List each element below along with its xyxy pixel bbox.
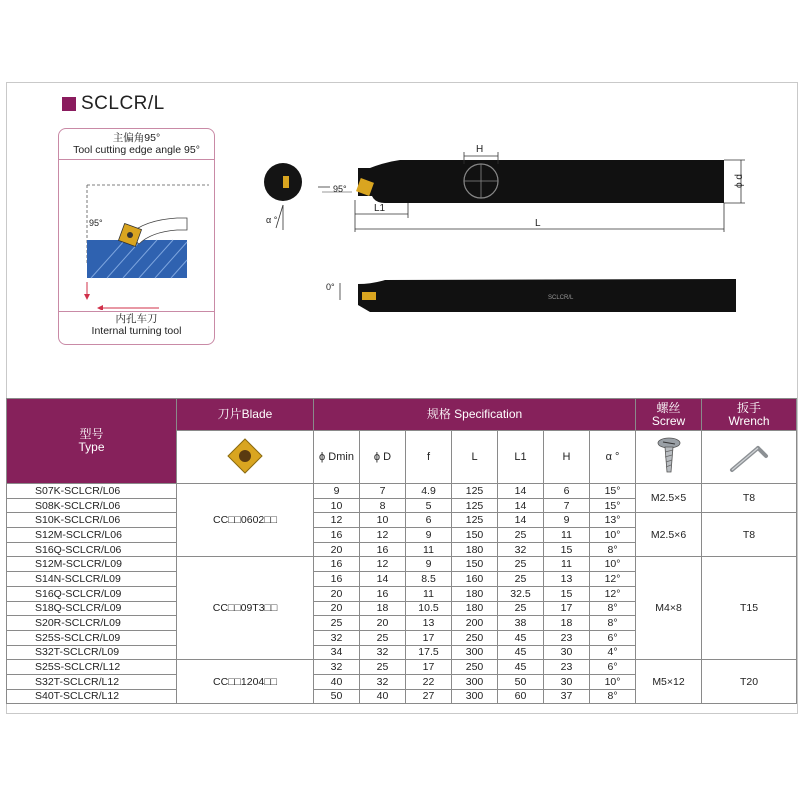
cell-l1: 25 (498, 557, 544, 572)
alpha-label: α ° (266, 215, 278, 225)
h-label: H (476, 144, 484, 155)
blade-insert-icon-cell (177, 431, 314, 484)
spec-table (6, 398, 797, 704)
l-label: L (535, 218, 541, 229)
cell-f: 17.5 (406, 645, 452, 660)
cell-type: S32T-SCLCR/L09 (7, 645, 177, 660)
cell-l1: 45 (498, 660, 544, 675)
cell-a: 6° (590, 630, 636, 645)
cell-f: 4.9 (406, 484, 452, 499)
cell-type: S25S-SCLCR/L12 (7, 660, 177, 675)
col-l: L (452, 431, 498, 484)
cell-a: 15° (590, 498, 636, 513)
cell-dmin: 20 (314, 601, 360, 616)
cell-h: 23 (544, 660, 590, 675)
cell-h: 18 (544, 616, 590, 631)
cell-d: 32 (360, 674, 406, 689)
header-screw-en: Screw (651, 413, 686, 428)
wrench-icon-cell (702, 431, 797, 484)
cell-l1: 38 (498, 616, 544, 631)
cell-type: S14N-SCLCR/L09 (7, 572, 177, 587)
header-wrench-en: Wrench (728, 413, 770, 428)
cell-h: 17 (544, 601, 590, 616)
cell-dmin: 16 (314, 528, 360, 543)
cell-h: 23 (544, 630, 590, 645)
cell-screw: M2.5×6 (636, 513, 702, 557)
cell-l: 250 (452, 660, 498, 675)
title-text: SCLCR/L (81, 93, 165, 114)
end-view-insert (283, 176, 289, 188)
col-dmin: ϕ Dmin (314, 431, 360, 484)
cell-dmin: 34 (314, 645, 360, 660)
cell-a: 10° (590, 557, 636, 572)
cell-a: 12° (590, 586, 636, 601)
cell-blade: CC□□1204□□ (177, 660, 314, 704)
cell-d: 8 (360, 498, 406, 513)
col-h: H (544, 431, 590, 484)
header-spec: 规格 Specification (314, 399, 636, 431)
cell-d: 16 (360, 542, 406, 557)
cell-l: 300 (452, 645, 498, 660)
cell-h: 15 (544, 586, 590, 601)
cell-type: S16Q-SCLCR/L09 (7, 586, 177, 601)
cell-l: 150 (452, 557, 498, 572)
cell-l1: 50 (498, 674, 544, 689)
cell-l1: 32 (498, 542, 544, 557)
cell-type: S08K-SCLCR/L06 (7, 498, 177, 513)
cell-wrench: T20 (702, 660, 797, 704)
cell-d: 14 (360, 572, 406, 587)
table-row (7, 660, 797, 675)
cell-dmin: 20 (314, 542, 360, 557)
cell-f: 6 (406, 513, 452, 528)
header-type (7, 399, 177, 484)
cell-dmin: 16 (314, 557, 360, 572)
cell-dmin: 32 (314, 660, 360, 675)
cell-a: 8° (590, 542, 636, 557)
footer-cn: 内孔车刀 (115, 313, 158, 325)
insert-icon (225, 436, 265, 476)
cell-d: 40 (360, 689, 406, 704)
cell-dmin: 40 (314, 674, 360, 689)
screw-icon-cell (636, 431, 702, 484)
cell-a: 8° (590, 689, 636, 704)
col-f: f (406, 431, 452, 484)
cell-type: S32T-SCLCR/L12 (7, 674, 177, 689)
cell-l: 150 (452, 528, 498, 543)
angle-title-cn: 主偏角95° (112, 132, 161, 144)
cell-l1: 32.5 (498, 586, 544, 601)
cell-type: S12M-SCLCR/L09 (7, 557, 177, 572)
cell-type: S20R-SCLCR/L09 (7, 616, 177, 631)
cell-f: 9 (406, 528, 452, 543)
cell-h: 9 (544, 513, 590, 528)
cell-type: S07K-SCLCR/L06 (7, 484, 177, 499)
cell-blade: CC□□09T3□□ (177, 557, 314, 660)
cell-dmin: 12 (314, 513, 360, 528)
cell-type: S12M-SCLCR/L06 (7, 528, 177, 543)
phid-label: ϕ d (734, 174, 745, 188)
angle-95-label: 95° (89, 218, 103, 228)
cell-type: S10K-SCLCR/L06 (7, 513, 177, 528)
cell-f: 8.5 (406, 572, 452, 587)
cell-l1: 14 (498, 513, 544, 528)
cell-l1: 14 (498, 498, 544, 513)
cell-a: 10° (590, 674, 636, 689)
cell-h: 11 (544, 528, 590, 543)
footer-en: Internal turning tool (91, 325, 182, 337)
cell-dmin: 25 (314, 616, 360, 631)
wrench-icon (726, 436, 772, 476)
cell-l: 125 (452, 513, 498, 528)
cell-a: 13° (590, 513, 636, 528)
col-alpha: α ° (590, 431, 636, 484)
boring-bar-side-view (358, 279, 736, 312)
cell-a: 12° (590, 572, 636, 587)
cell-h: 13 (544, 572, 590, 587)
cell-a: 4° (590, 645, 636, 660)
cell-dmin: 32 (314, 630, 360, 645)
cell-type: S16Q-SCLCR/L06 (7, 542, 177, 557)
table-row (7, 513, 797, 528)
header-type-cn: 型号 (79, 427, 104, 441)
cell-a: 10° (590, 528, 636, 543)
table-row (7, 557, 797, 572)
cell-f: 22 (406, 674, 452, 689)
cell-l: 125 (452, 484, 498, 499)
cell-blade: CC□□0602□□ (177, 484, 314, 557)
cell-d: 20 (360, 616, 406, 631)
cell-l1: 25 (498, 572, 544, 587)
cell-d: 12 (360, 557, 406, 572)
cell-l: 250 (452, 630, 498, 645)
cell-l1: 60 (498, 689, 544, 704)
angle-title-en: Tool cutting edge angle 95° (73, 144, 200, 156)
screw-icon (652, 436, 686, 476)
cell-screw: M4×8 (636, 557, 702, 660)
cell-wrench: T15 (702, 557, 797, 660)
cell-l: 125 (452, 498, 498, 513)
cell-d: 25 (360, 660, 406, 675)
cell-d: 32 (360, 645, 406, 660)
cell-f: 9 (406, 557, 452, 572)
cell-h: 37 (544, 689, 590, 704)
cell-l1: 14 (498, 484, 544, 499)
cell-d: 16 (360, 586, 406, 601)
cell-f: 17 (406, 630, 452, 645)
cell-l: 180 (452, 586, 498, 601)
cell-f: 10.5 (406, 601, 452, 616)
cell-h: 7 (544, 498, 590, 513)
boring-bar-top-view (358, 160, 724, 203)
cell-h: 30 (544, 674, 590, 689)
col-d: ϕ D (360, 431, 406, 484)
cell-h: 30 (544, 645, 590, 660)
cell-type: S18Q-SCLCR/L09 (7, 601, 177, 616)
cell-dmin: 16 (314, 572, 360, 587)
cell-dmin: 20 (314, 586, 360, 601)
cell-l1: 45 (498, 630, 544, 645)
header-screw-cn: 螺丝 (656, 400, 681, 415)
cell-h: 6 (544, 484, 590, 499)
cell-d: 7 (360, 484, 406, 499)
cell-screw: M2.5×5 (636, 484, 702, 513)
angle-95-drawing-label: 95° (333, 184, 347, 194)
cell-f: 17 (406, 660, 452, 675)
header-type-en: Type (78, 440, 105, 454)
l1-label: L1 (374, 203, 386, 214)
cell-wrench: T8 (702, 484, 797, 513)
cell-dmin: 50 (314, 689, 360, 704)
cell-d: 25 (360, 630, 406, 645)
cell-a: 6° (590, 660, 636, 675)
cell-f: 13 (406, 616, 452, 631)
cell-d: 18 (360, 601, 406, 616)
side-view-insert (362, 292, 376, 300)
cell-dmin: 9 (314, 484, 360, 499)
cell-type: S40T-SCLCR/L12 (7, 689, 177, 704)
cell-wrench: T8 (702, 513, 797, 557)
cell-h: 11 (544, 557, 590, 572)
cell-screw: M5×12 (636, 660, 702, 704)
header-wrench (702, 399, 797, 431)
header-wrench-cn: 扳手 (737, 400, 762, 415)
header-blade: 刀片Blade (177, 399, 314, 431)
cell-l: 200 (452, 616, 498, 631)
cell-l: 300 (452, 689, 498, 704)
col-l1: L1 (498, 431, 544, 484)
cell-f: 11 (406, 586, 452, 601)
spec-table-body (7, 484, 797, 704)
cell-f: 5 (406, 498, 452, 513)
cell-l1: 45 (498, 645, 544, 660)
cell-l: 300 (452, 674, 498, 689)
cell-a: 15° (590, 484, 636, 499)
header-screw (636, 399, 702, 431)
cell-l1: 25 (498, 601, 544, 616)
angle-0-label: 0° (326, 282, 335, 292)
cell-l: 160 (452, 572, 498, 587)
cell-l: 180 (452, 601, 498, 616)
cell-a: 8° (590, 616, 636, 631)
cell-l: 180 (452, 542, 498, 557)
shank-marking: SCLCR/L (548, 295, 574, 301)
table-row (7, 484, 797, 499)
cell-type: S25S-SCLCR/L09 (7, 630, 177, 645)
cell-f: 11 (406, 542, 452, 557)
cell-l1: 25 (498, 528, 544, 543)
cell-h: 15 (544, 542, 590, 557)
cell-f: 27 (406, 689, 452, 704)
cell-a: 8° (590, 601, 636, 616)
cell-d: 10 (360, 513, 406, 528)
cell-d: 12 (360, 528, 406, 543)
cell-dmin: 10 (314, 498, 360, 513)
